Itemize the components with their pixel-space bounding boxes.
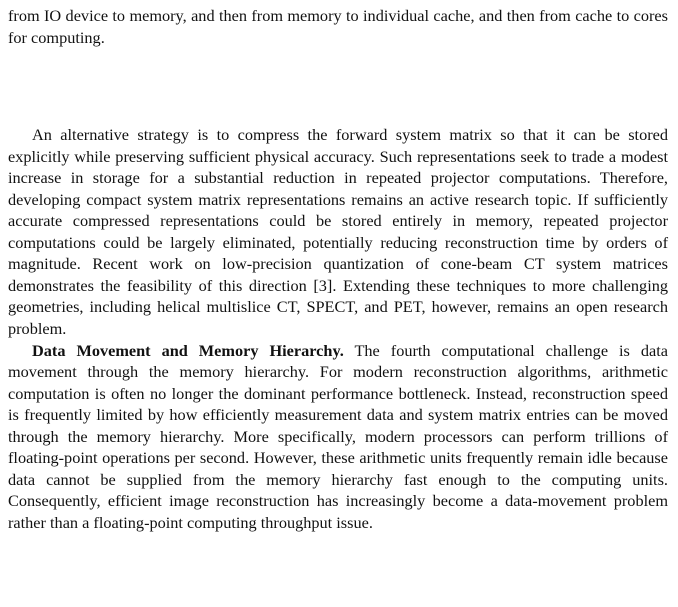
paragraph-data-movement: The fourth computational challenge is data movement through the memory hierarchy. For modern reconstruction algorithms, arithmetic computation is often no longer the dominant performance bottleneck. Instead, reconstruction speed is frequently limited by how efficiently measurement data and system matrix entries can be moved through the memory hierarchy. More specifically, modern processors can perform trillions of floating-point operations per second. However, these arithmetic units frequently remain idle because data cannot be supplied from the memory hierarchy fast enough to the computing units. Consequently, efficient image reconstruction has increasingly become a data-movement problem rather than a floating-point computing throughput issue. bbox=[8, 340, 668, 532]
paragraph-compression: An alternative strategy is to compress the forward system matrix so that it can be stored explicitly while preserving sufficient physical accuracy. Such representations seek to trade a modest increase in storage for a substantial reduction in repeated projector computations. Therefore, developing compact system matrix representations remains an active research topic. If sufficiently accurate compressed representations could be stored entirely in memory, repeated projector computations could be largely eliminated, potentially reducing reconstruction time by orders of magnitude. Recent work on low-precision quantization of cone-beam CT system matrices demonstrates the feasibility of this direction [3]. Extending these techniques to more challenging geometries, including helical multislice CT, SPECT, and PET, however, remains an open research problem. bbox=[8, 125, 668, 339]
paragraph-data-movement-block bbox=[8, 340, 668, 534]
page-body bbox=[8, 0, 668, 533]
section-heading: Data Movement and Memory Hierarchy. bbox=[32, 340, 344, 360]
paragraph-top: from IO device to memory, and then from memory to individual cache, and then from cache to cores for computing. bbox=[8, 6, 668, 47]
paragraph-gap bbox=[8, 48, 668, 124]
